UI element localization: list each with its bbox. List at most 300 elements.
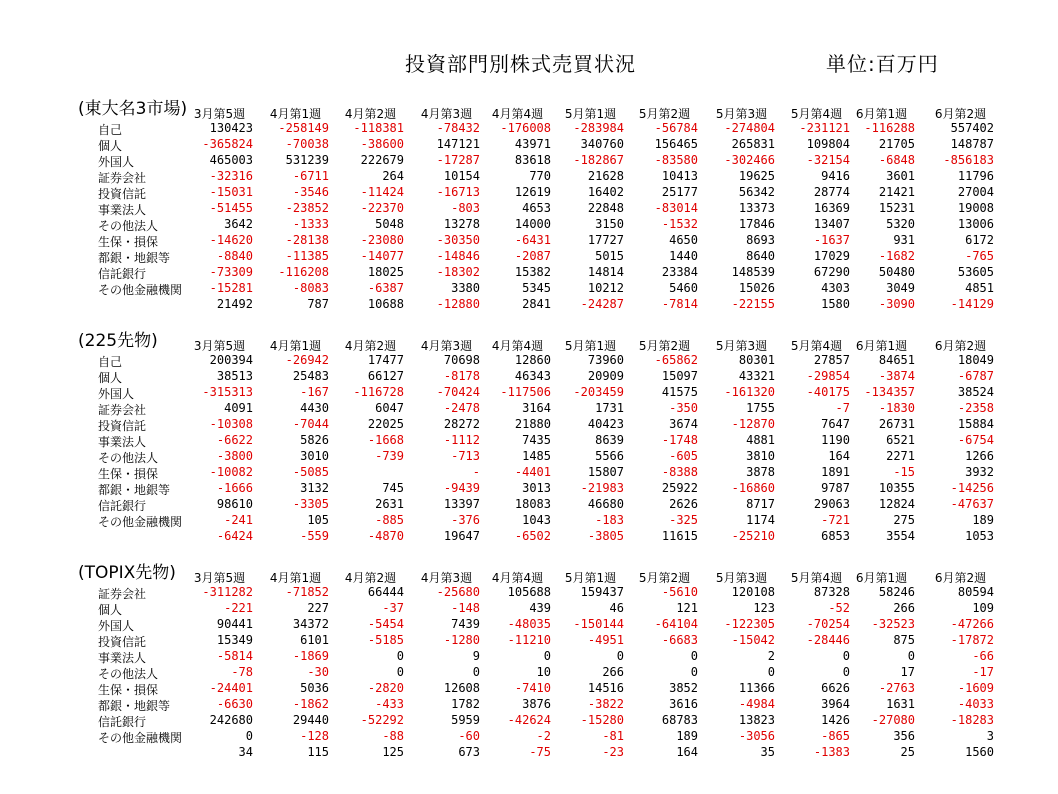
row-label: 都銀・地銀等 [98, 251, 171, 265]
column-header: 4月第1週 [269, 107, 322, 121]
cell-value: 13278 [443, 217, 480, 231]
cell-value: 2271 [886, 449, 915, 463]
cell-value: 4881 [746, 433, 775, 447]
cell-value: 10212 [587, 281, 624, 295]
cell-value: 266 [602, 665, 624, 679]
cell-value: -30 [307, 665, 329, 679]
cell-value: -128 [300, 729, 329, 743]
table-row [78, 369, 1038, 385]
cell-value: 20909 [587, 369, 624, 383]
cell-value: 227 [307, 601, 329, 615]
cell-value: 0 [690, 649, 698, 663]
cell-value: 21421 [878, 185, 915, 199]
cell-value: 34 [238, 745, 253, 759]
cell-value: 242680 [209, 713, 253, 727]
cell-value: -176008 [500, 121, 551, 135]
cell-value: 21880 [514, 417, 551, 431]
cell-value: -32316 [209, 169, 253, 183]
unit-label: 単位:百万円 [826, 52, 939, 76]
cell-value: 3 [986, 729, 994, 743]
cell-value: 1891 [821, 465, 850, 479]
cell-value: -12880 [436, 297, 480, 311]
cell-value: -11385 [285, 249, 329, 263]
row-label: 都銀・地銀等 [98, 699, 171, 713]
cell-value: -6502 [514, 529, 551, 543]
cell-value: 3010 [300, 449, 329, 463]
cell-value: -70038 [285, 137, 329, 151]
total-row [78, 297, 1038, 313]
table-row [78, 137, 1038, 153]
cell-value: -37 [382, 601, 404, 615]
cell-value: 15382 [514, 265, 551, 279]
cell-value: 6172 [965, 233, 994, 247]
cell-value: -14620 [209, 233, 253, 247]
cell-value: 4650 [669, 233, 698, 247]
cell-value: 7435 [522, 433, 551, 447]
cell-value: 340760 [580, 137, 624, 151]
cell-value: 6521 [886, 433, 915, 447]
total-row [78, 745, 1038, 761]
cell-value: -24287 [580, 297, 624, 311]
cell-value: 159437 [580, 585, 624, 599]
column-header: 5月第4週 [790, 571, 843, 585]
cell-value: -25680 [436, 585, 480, 599]
cell-value: 531239 [285, 153, 329, 167]
column-header: 6月第2週 [934, 339, 987, 353]
cell-value: -865 [821, 729, 850, 743]
cell-value: -66 [972, 649, 994, 663]
cell-value: 3554 [886, 529, 915, 543]
cell-value: -1383 [813, 745, 850, 759]
cell-value: 123 [753, 601, 775, 615]
cell-value: -2820 [367, 681, 404, 695]
cell-value: -4984 [738, 697, 775, 711]
cell-value: -1637 [813, 233, 850, 247]
table-row [78, 201, 1038, 217]
cell-value: 1560 [965, 745, 994, 759]
cell-value: -70424 [436, 385, 480, 399]
cell-value: -3056 [738, 729, 775, 743]
cell-value: 19008 [957, 201, 994, 215]
cell-value: -28446 [806, 633, 850, 647]
cell-value: -885 [375, 513, 404, 527]
table-row [78, 713, 1038, 729]
row-label: 生保・損保 [98, 235, 159, 249]
cell-value: 46 [609, 601, 624, 615]
cell-value: -274804 [724, 121, 775, 135]
cell-value: -116288 [864, 121, 915, 135]
cell-value: 6047 [375, 401, 404, 415]
cell-value: 15884 [957, 417, 994, 431]
cell-value: -5185 [367, 633, 404, 647]
column-header: 5月第4週 [790, 107, 843, 121]
cell-value: -1333 [292, 217, 329, 231]
cell-value: 105688 [507, 585, 551, 599]
cell-value: -3305 [292, 497, 329, 511]
cell-value: -183 [595, 513, 624, 527]
cell-value: -1532 [661, 217, 698, 231]
column-header: 4月第4週 [491, 571, 544, 585]
cell-value: 9787 [821, 481, 850, 495]
cell-value: 264 [382, 169, 404, 183]
cell-value: 1755 [746, 401, 775, 415]
cell-value: 83618 [514, 153, 551, 167]
cell-value: 14516 [587, 681, 624, 695]
cell-value: 745 [382, 481, 404, 495]
cell-value: 87328 [813, 585, 850, 599]
cell-value: 67290 [813, 265, 850, 279]
cell-value: 17 [900, 665, 915, 679]
cell-value: -30350 [436, 233, 480, 247]
column-header: 4月第1週 [269, 571, 322, 585]
cell-value: -4951 [587, 633, 624, 647]
row-label: 自己 [98, 123, 123, 137]
total-row [78, 529, 1038, 545]
cell-value: -38600 [360, 137, 404, 151]
column-header-row [78, 337, 1038, 353]
cell-value: -32154 [806, 153, 850, 167]
cell-value: -15 [893, 465, 915, 479]
cell-value: 16369 [813, 201, 850, 215]
cell-value: 13373 [738, 201, 775, 215]
cell-value: 5345 [522, 281, 551, 295]
cell-value: -11424 [360, 185, 404, 199]
cell-value: -83580 [654, 153, 698, 167]
cell-value: 130423 [209, 121, 253, 135]
column-header: 6月第1週 [855, 107, 908, 121]
column-header: 5月第1週 [564, 339, 617, 353]
cell-value: 17029 [813, 249, 850, 263]
cell-value: -64104 [654, 617, 698, 631]
cell-value: -6787 [957, 369, 994, 383]
cell-value: 80301 [738, 353, 775, 367]
cell-value: -23080 [360, 233, 404, 247]
cell-value: 1580 [821, 297, 850, 311]
row-label: 投資信託 [98, 419, 147, 433]
cell-value: 13823 [738, 713, 775, 727]
cell-value: 5015 [595, 249, 624, 263]
cell-value: 66127 [367, 369, 404, 383]
cell-value: 3013 [522, 481, 551, 495]
row-label: 生保・損保 [98, 683, 159, 697]
column-header: 3月第5週 [193, 107, 246, 121]
cell-value: 27857 [813, 353, 850, 367]
cell-value: 3049 [886, 281, 915, 295]
row-label: 事業法人 [98, 435, 147, 449]
column-header: 4月第4週 [491, 107, 544, 121]
table-row [78, 401, 1038, 417]
section-0 [78, 94, 1038, 313]
row-label: 証券会社 [98, 587, 147, 601]
row-label: 信託銀行 [98, 499, 147, 513]
cell-value: -52292 [360, 713, 404, 727]
cell-value: 10355 [878, 481, 915, 495]
table-row [78, 233, 1038, 249]
cell-value: -52 [828, 601, 850, 615]
cell-value: -6431 [514, 233, 551, 247]
column-header: 4月第4週 [491, 339, 544, 353]
cell-value: 15026 [738, 281, 775, 295]
cell-value: -40175 [806, 385, 850, 399]
row-label: 都銀・地銀等 [98, 483, 171, 497]
cell-value: -15042 [731, 633, 775, 647]
cell-value: -3546 [292, 185, 329, 199]
column-header: 6月第1週 [855, 571, 908, 585]
cell-value: 5826 [300, 433, 329, 447]
row-label: 投資信託 [98, 187, 147, 201]
cell-value: -311282 [202, 585, 253, 599]
table-row [78, 481, 1038, 497]
cell-value: -1280 [443, 633, 480, 647]
cell-value: 2626 [669, 497, 698, 511]
cell-value: 1190 [821, 433, 850, 447]
cell-value: 875 [893, 633, 915, 647]
cell-value: -803 [451, 201, 480, 215]
cell-value: -18283 [950, 713, 994, 727]
cell-value: -118381 [353, 121, 404, 135]
section-2 [78, 558, 1038, 761]
cell-value: -231121 [799, 121, 850, 135]
cell-value: -3090 [878, 297, 915, 311]
cell-value: 27004 [957, 185, 994, 199]
cell-value: 6101 [300, 633, 329, 647]
cell-value: -75 [529, 745, 551, 759]
table-row [78, 665, 1038, 681]
column-header: 4月第3週 [420, 107, 473, 121]
cell-value: -14077 [360, 249, 404, 263]
cell-value: 557402 [950, 121, 994, 135]
cell-value: -14846 [436, 249, 480, 263]
cell-value: 13407 [813, 217, 850, 231]
cell-value: 1426 [821, 713, 850, 727]
cell-value: 787 [307, 297, 329, 311]
cell-value: 0 [767, 665, 775, 679]
cell-value: 0 [472, 665, 480, 679]
cell-value: 266 [893, 601, 915, 615]
cell-value: 23384 [661, 265, 698, 279]
cell-value: -605 [669, 449, 698, 463]
row-label: その他金融機関 [98, 515, 183, 529]
table-row [78, 185, 1038, 201]
cell-value: -10082 [209, 465, 253, 479]
cell-value: 148787 [950, 137, 994, 151]
cell-value: -6622 [216, 433, 253, 447]
cell-value: -713 [451, 449, 480, 463]
cell-value: 17477 [367, 353, 404, 367]
cell-value: 109 [972, 601, 994, 615]
cell-value: 5460 [669, 281, 698, 295]
cell-value: -1666 [216, 481, 253, 495]
table-row [78, 265, 1038, 281]
cell-value: -4870 [367, 529, 404, 543]
cell-value: -47637 [950, 497, 994, 511]
cell-value: -1112 [443, 433, 480, 447]
table-row [78, 249, 1038, 265]
cell-value: -47266 [950, 617, 994, 631]
cell-value: 73960 [587, 353, 624, 367]
cell-value: -161320 [724, 385, 775, 399]
table-row [78, 649, 1038, 665]
cell-value: -258149 [278, 121, 329, 135]
cell-value: 46680 [587, 497, 624, 511]
cell-value: 15807 [587, 465, 624, 479]
cell-value: 3150 [595, 217, 624, 231]
row-label: 外国人 [98, 619, 135, 633]
cell-value: 3132 [300, 481, 329, 495]
cell-value: 12619 [514, 185, 551, 199]
cell-value: 3852 [669, 681, 698, 695]
cell-value: 931 [893, 233, 915, 247]
cell-value: 1174 [746, 513, 775, 527]
column-header: 6月第2週 [934, 571, 987, 585]
cell-value: -73309 [209, 265, 253, 279]
cell-value: 8639 [595, 433, 624, 447]
cell-value: 1266 [965, 449, 994, 463]
cell-value: 13006 [957, 217, 994, 231]
cell-value: -51455 [209, 201, 253, 215]
cell-value: 8717 [746, 497, 775, 511]
section-title: (225先物) [78, 331, 158, 351]
cell-value: 11796 [957, 169, 994, 183]
cell-value: 98610 [216, 497, 253, 511]
cell-value: 53605 [957, 265, 994, 279]
cell-value: -14256 [950, 481, 994, 495]
cell-value: 5320 [886, 217, 915, 231]
cell-value: 56342 [738, 185, 775, 199]
cell-value: 439 [529, 601, 551, 615]
row-label: 生保・損保 [98, 467, 159, 481]
cell-value: 25922 [661, 481, 698, 495]
cell-value: -83014 [654, 201, 698, 215]
cell-value: 148539 [731, 265, 775, 279]
cell-value: -2358 [957, 401, 994, 415]
cell-value: 0 [842, 665, 850, 679]
column-header: 5月第3週 [715, 107, 768, 121]
cell-value: -7044 [292, 417, 329, 431]
cell-value: -78 [231, 665, 253, 679]
cell-value: 25177 [661, 185, 698, 199]
cell-value: 17846 [738, 217, 775, 231]
cell-value: 21705 [878, 137, 915, 151]
cell-value: 19625 [738, 169, 775, 183]
cell-value: -1668 [367, 433, 404, 447]
table-row [78, 585, 1038, 601]
row-label: 外国人 [98, 155, 135, 169]
cell-value: -81 [602, 729, 624, 743]
cell-value: -6424 [216, 529, 253, 543]
row-label: 自己 [98, 355, 123, 369]
cell-value: 28774 [813, 185, 850, 199]
column-header: 5月第1週 [564, 571, 617, 585]
cell-value: 0 [907, 649, 915, 663]
table-row [78, 465, 1038, 481]
cell-value: 356 [893, 729, 915, 743]
cell-value: 156465 [654, 137, 698, 151]
cell-value: 18083 [514, 497, 551, 511]
row-label: 個人 [98, 371, 123, 385]
cell-value: 0 [543, 649, 551, 663]
cell-value: 26731 [878, 417, 915, 431]
cell-value: 6626 [821, 681, 850, 695]
cell-value: 1731 [595, 401, 624, 415]
cell-value: 6853 [821, 529, 850, 543]
cell-value: 0 [245, 729, 253, 743]
table-row [78, 153, 1038, 169]
cell-value: -28138 [285, 233, 329, 247]
cell-value: -8388 [661, 465, 698, 479]
cell-value: -15280 [580, 713, 624, 727]
cell-value: 29063 [813, 497, 850, 511]
cell-value: 3674 [669, 417, 698, 431]
cell-value: -8083 [292, 281, 329, 295]
cell-value: -48035 [507, 617, 551, 631]
cell-value: 70698 [443, 353, 480, 367]
cell-value: 43321 [738, 369, 775, 383]
cell-value: 8693 [746, 233, 775, 247]
cell-value: 18049 [957, 353, 994, 367]
cell-value: 121 [676, 601, 698, 615]
table-row [78, 729, 1038, 745]
column-header: 6月第2週 [934, 107, 987, 121]
cell-value: 5048 [375, 217, 404, 231]
column-header: 5月第2週 [638, 571, 691, 585]
cell-value: -9439 [443, 481, 480, 495]
cell-value: -3822 [587, 697, 624, 711]
cell-value: -1609 [957, 681, 994, 695]
cell-value: 1631 [886, 697, 915, 711]
cell-value: 4653 [522, 201, 551, 215]
section-title: (TOPIX先物) [78, 563, 176, 583]
cell-value: 1043 [522, 513, 551, 527]
cell-value: -10308 [209, 417, 253, 431]
column-header: 4月第2週 [344, 107, 397, 121]
cell-value: -11210 [507, 633, 551, 647]
cell-value: 11366 [738, 681, 775, 695]
column-header-row [78, 569, 1038, 585]
cell-value: 38524 [957, 385, 994, 399]
cell-value: 10413 [661, 169, 698, 183]
table-row [78, 617, 1038, 633]
cell-value: -203459 [573, 385, 624, 399]
cell-value: -16860 [731, 481, 775, 495]
row-label: 投資信託 [98, 635, 147, 649]
column-header: 5月第4週 [790, 339, 843, 353]
cell-value: -78432 [436, 121, 480, 135]
column-header: 4月第3週 [420, 339, 473, 353]
cell-value: 19647 [443, 529, 480, 543]
column-header: 3月第5週 [193, 571, 246, 585]
cell-value: -22370 [360, 201, 404, 215]
cell-value: -765 [965, 249, 994, 263]
section-title: (東大名3市場) [78, 99, 188, 119]
cell-value: -5814 [216, 649, 253, 663]
column-header: 4月第2週 [344, 339, 397, 353]
cell-value: 40423 [587, 417, 624, 431]
table-row [78, 601, 1038, 617]
cell-value: 11615 [661, 529, 698, 543]
row-label: その他法人 [98, 219, 159, 233]
cell-value: -2 [536, 729, 551, 743]
cell-value: 189 [676, 729, 698, 743]
cell-value: 7439 [451, 617, 480, 631]
cell-value: 50480 [878, 265, 915, 279]
cell-value: 9416 [821, 169, 850, 183]
row-label: 証券会社 [98, 403, 147, 417]
cell-value: 3932 [965, 465, 994, 479]
cell-value: 25 [900, 745, 915, 759]
cell-value: -5610 [661, 585, 698, 599]
row-label: 個人 [98, 603, 123, 617]
